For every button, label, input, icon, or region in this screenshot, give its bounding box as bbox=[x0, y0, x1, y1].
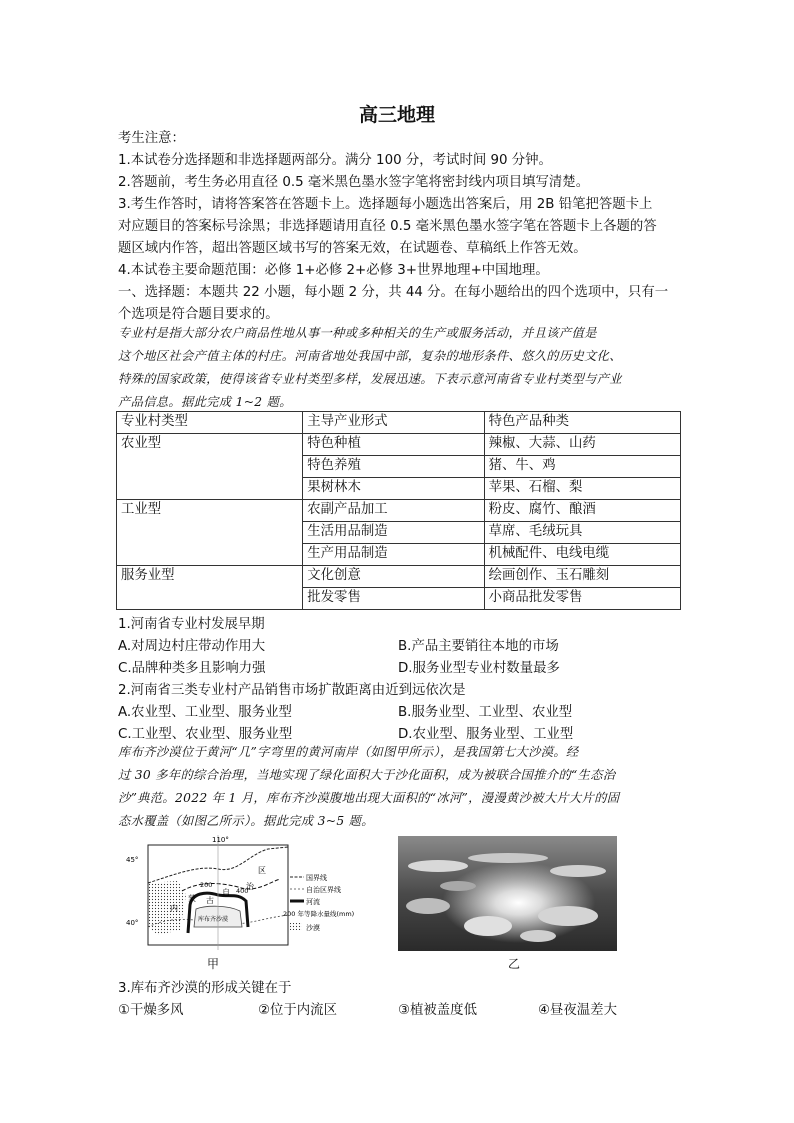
map-lat-label: 45° bbox=[126, 856, 139, 864]
region-char: 古 bbox=[206, 896, 214, 905]
ice-patch bbox=[408, 860, 468, 872]
passage-line: 特殊的国家政策，使得该省专业村类型多样，发展迅速。下表示意河南省专业村类型与产业 bbox=[118, 372, 622, 386]
frozen-desert-photo bbox=[398, 836, 617, 951]
passage-line: 沙”典范。2022 年 1 月，库布齐沙漠腹地出现大面积的“冰河”，漫漫黄沙被大片大片的固 bbox=[118, 791, 620, 805]
table-row bbox=[117, 434, 681, 456]
kubuqi-location-map bbox=[118, 835, 383, 955]
passage-line: 专业村是指大部分农户商品性地从事一种或多种相关的生产或服务活动，并且该产值是 bbox=[118, 326, 597, 340]
notice-item: 3.考生作答时，请将答案答在答题卡上。选择题每小题选出答案后，用 2B 铅笔把答题卡上 bbox=[118, 197, 653, 212]
product-cell: 苹果、石榴、梨 bbox=[484, 478, 680, 500]
isohyet-label: 400 bbox=[236, 887, 249, 895]
industry-cell: 文化创意 bbox=[303, 566, 484, 588]
option-1: ①干燥多风 bbox=[118, 1003, 184, 1018]
passage-line: 过 30 多年的综合治理，当地实现了绿化面积大于沙化面积，成为被联合国推介的“生态治 bbox=[118, 768, 616, 782]
notice-item: 2.答题前，考生务必用直径 0.5 毫米黑色墨水签字笔将密封线内项目填写清楚。 bbox=[118, 175, 590, 190]
desert-area bbox=[148, 881, 186, 935]
option-b: B.产品主要销往本地的市场 bbox=[398, 639, 559, 654]
option-d: D.服务业型专业村数量最多 bbox=[398, 661, 560, 676]
product-cell: 辣椒、大蒜、山药 bbox=[484, 434, 680, 456]
legend-item: 河流 bbox=[306, 898, 320, 906]
industry-cell: 特色养殖 bbox=[303, 456, 484, 478]
isohyet-label: 200 bbox=[200, 881, 213, 889]
table-row bbox=[117, 566, 681, 588]
table-header: 专业村类型 bbox=[117, 412, 303, 434]
industry-cell: 农副产品加工 bbox=[303, 500, 484, 522]
village-type-cell: 农业型 bbox=[117, 434, 303, 500]
page-title: 高三地理 bbox=[358, 104, 435, 126]
table-header: 特色产品种类 bbox=[484, 412, 680, 434]
option-4: ④昼夜温差大 bbox=[538, 1003, 617, 1018]
map-caption: 甲 bbox=[207, 957, 220, 971]
region-char: 内 bbox=[170, 904, 178, 913]
product-cell: 绘画创作、玉石雕刻 bbox=[484, 566, 680, 588]
product-cell: 草席、毛绒玩具 bbox=[484, 522, 680, 544]
region-char: 自 bbox=[222, 888, 230, 897]
ice-patch bbox=[406, 898, 450, 914]
notice-item: 1.本试卷分选择题和非选择题两部分。满分 100 分，考试时间 90 分钟。 bbox=[118, 153, 552, 168]
passage-line: 库布齐沙漠位于黄河“几”字弯里的黄河南岸（如图甲所示），是我国第七大沙漠。经 bbox=[118, 745, 579, 759]
section-heading: 个选项是符合题目要求的。 bbox=[118, 307, 279, 322]
map-lon-label: 110° bbox=[212, 836, 229, 844]
passage-line: 这个地区社会产值主体的村庄。河南省地处我国中部，复杂的地形条件、悠久的历史文化、 bbox=[118, 349, 622, 363]
notice-item: 对应题目的答案标号涂黑；非选择题请用直径 0.5 毫米黑色墨水签字笔在答题卡上各题的答 bbox=[118, 219, 657, 234]
product-cell: 猪、牛、鸡 bbox=[484, 456, 680, 478]
product-cell: 小商品批发零售 bbox=[484, 588, 680, 610]
option-a: A.农业型、工业型、服务业型 bbox=[118, 705, 292, 720]
notice-heading: 考生注意： bbox=[118, 131, 185, 146]
specialty-village-table bbox=[116, 411, 681, 610]
table-header-row bbox=[117, 412, 681, 434]
question-stem: 1.河南省专业村发展早期 bbox=[118, 617, 265, 632]
ice-patch bbox=[464, 916, 512, 936]
region-char: 蒙 bbox=[188, 894, 196, 903]
option-3: ③植被盖度低 bbox=[398, 1003, 477, 1018]
village-type-cell: 服务业型 bbox=[117, 566, 303, 610]
legend-desert-symbol bbox=[290, 923, 302, 930]
option-c: C.工业型、农业型、服务业型 bbox=[118, 727, 293, 742]
ice-patch bbox=[440, 881, 476, 891]
option-2: ②位于内流区 bbox=[258, 1003, 337, 1018]
region-char: 治 bbox=[246, 882, 254, 891]
question-stem: 3.库布齐沙漠的形成关键在于 bbox=[118, 981, 292, 996]
map-lat-label: 40° bbox=[126, 919, 139, 927]
ice-patch bbox=[468, 853, 548, 863]
option-d: D.农业型、服务业型、工业型 bbox=[398, 727, 574, 742]
section-heading: 一、选择题：本题共 22 小题，每小题 2 分，共 44 分。在每小题给出的四个选项中，只有一 bbox=[118, 285, 669, 300]
industry-cell: 生活用品制造 bbox=[303, 522, 484, 544]
question-stem: 2.河南省三类专业村产品销售市场扩散距离由近到远依次是 bbox=[118, 683, 466, 698]
passage-1 bbox=[118, 322, 680, 414]
industry-cell: 果树林木 bbox=[303, 478, 484, 500]
table-header: 主导产业形式 bbox=[303, 412, 484, 434]
ice-patch bbox=[520, 930, 556, 942]
region-char: 区 bbox=[258, 866, 266, 875]
notice-item: 题区域内作答，超出答题区域书写的答案无效，在试题卷、草稿纸上作答无效。 bbox=[118, 241, 587, 256]
notice-item: 4.本试卷主要命题范围：必修 1+必修 2+必修 3+世界地理+中国地理。 bbox=[118, 263, 549, 278]
option-c: C.品牌种类多且影响力强 bbox=[118, 661, 266, 676]
legend-item: 200 年等降水量线(mm) bbox=[283, 910, 355, 918]
industry-cell: 生产用品制造 bbox=[303, 544, 484, 566]
passage-line: 产品信息。据此完成 1~2 题。 bbox=[118, 395, 292, 409]
industry-cell: 特色种植 bbox=[303, 434, 484, 456]
legend-item: 自治区界线 bbox=[306, 886, 341, 894]
passage-line: 态水覆盖（如图乙所示）。据此完成 3~5 题。 bbox=[118, 814, 374, 828]
legend-item: 国界线 bbox=[306, 874, 327, 882]
legend-item: 沙漠 bbox=[306, 924, 320, 932]
option-b: B.服务业型、工业型、农业型 bbox=[398, 705, 573, 720]
product-cell: 机械配件、电线电缆 bbox=[484, 544, 680, 566]
photo-caption: 乙 bbox=[508, 957, 521, 971]
village-type-cell: 工业型 bbox=[117, 500, 303, 566]
desert-label: 库布齐沙漠 bbox=[198, 916, 229, 923]
option-a: A.对周边村庄带动作用大 bbox=[118, 639, 266, 654]
industry-cell: 批发零售 bbox=[303, 588, 484, 610]
passage-2 bbox=[118, 741, 680, 833]
ice-patch bbox=[550, 865, 606, 877]
product-cell: 粉皮、腐竹、酿酒 bbox=[484, 500, 680, 522]
table-row bbox=[117, 500, 681, 522]
ice-patch bbox=[538, 906, 598, 926]
